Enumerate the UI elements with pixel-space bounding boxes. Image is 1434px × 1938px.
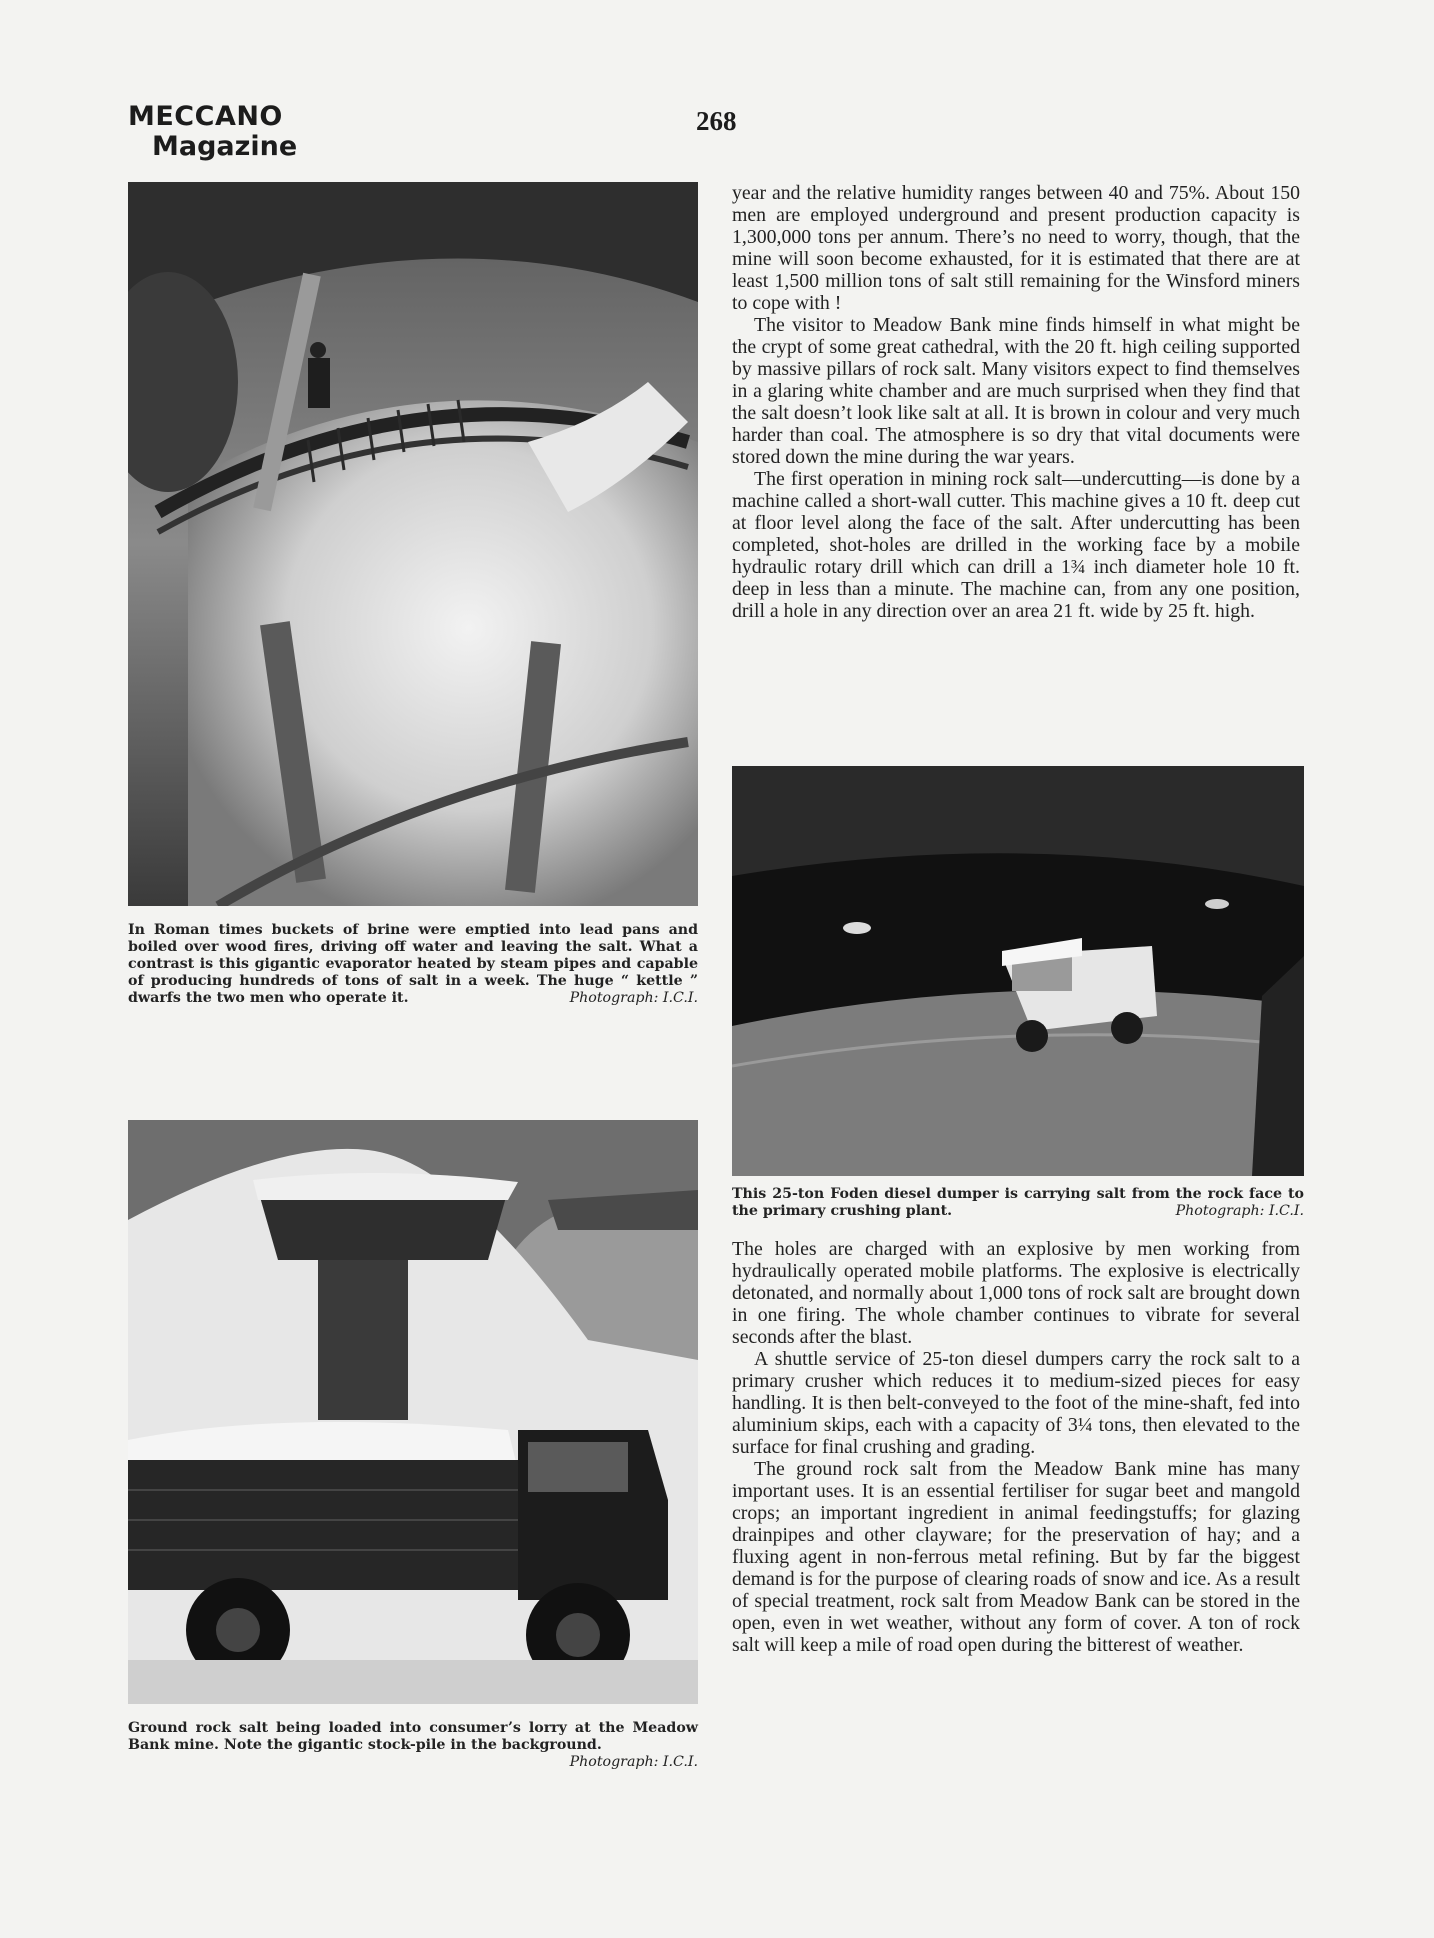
industrial-evaporator-photo-icon (128, 182, 698, 906)
masthead-subtitle: Magazine (152, 131, 298, 162)
masthead (128, 102, 297, 162)
lorry-photo (128, 1120, 698, 1704)
paragraph: A shuttle service of 25-ton diesel dumpers carry the rock salt to a primary crusher which reduces it to medium-sized pieces for easy handling. It is then belt-conveyed to the foot of the mine-shaft, fed into aluminium skips, each with a capacity of 3¼ tons, then elevated to the surface for final crushing and grading. (732, 1348, 1300, 1458)
photo-credit: Photograph: I.C.I. (569, 990, 698, 1006)
paragraph: The visitor to Meadow Bank mine finds himself in what might be the crypt of some great cathedral, with the 20 ft. high ceiling supported by massive pillars of rock salt. Many visitors expect to find themselves in a glaring white chamber and are much surprised when they find that the salt doesn’t look like salt at all. It is brown in colour and very much harder than coal. The atmosphere is so dry that vital documents were stored down the mine during the war years. (732, 314, 1300, 468)
article-column-top (732, 182, 1300, 622)
page-number: 268 (696, 106, 737, 136)
paragraph: The first operation in mining rock salt—undercutting—is done by a machine called a short-wall cutter. This machine gives a 10 ft. deep cut at floor level along the face of the salt. After undercutting has been completed, shot-holes are drilled in the working face by a mobile hydraulic rotary drill which can drill a 1¾ inch diameter hole 10 ft. deep in less than a minute. The machine can, from any one position, drill a hole in any direction over an area 21 ft. wide by 25 ft. high. (732, 468, 1300, 622)
masthead-title: MECCANO (128, 101, 283, 132)
article-column-bottom (732, 1238, 1300, 1656)
evaporator-photo (128, 182, 698, 906)
dumper-caption (732, 1186, 1304, 1220)
photo-credit: Photograph: I.C.I. (569, 1754, 698, 1770)
caption-text: Ground rock salt being loaded into consumer’s lorry at the Meadow Bank mine. Note the gigantic stock-pile in the background. (128, 1720, 698, 1753)
caption-text: This 25-ton Foden diesel dumper is carrying salt from the rock face to the primary crushing plant. (732, 1186, 1304, 1219)
loader-and-lorry-photo-icon (128, 1120, 698, 1704)
lorry-caption (128, 1720, 698, 1771)
paragraph: The ground rock salt from the Meadow Bank mine has many important uses. It is an essential fertiliser for sugar beet and mangold crops; an important ingredient in animal feedingstuffs; for glazing drainpipes and other clayware; for the preservation of hay; and a fluxing agent in non-ferrous metal refining. But by far the biggest demand is for the purpose of clearing roads of snow and ice. As a result of special treatment, rock salt from Meadow Bank can be stored in the open, even in wet weather, without any form of cover. A ton of rock salt will keep a mile of road open during the bitterest of weather. (732, 1458, 1300, 1656)
photo-credit: Photograph: I.C.I. (1175, 1203, 1304, 1219)
paragraph: year and the relative humidity ranges between 40 and 75%. About 150 men are employed underground and present production capacity is 1,300,000 tons per annum. There’s no need to worry, though, that the mine will soon become exhausted, for it is estimated that there are at least 1,500 million tons of salt still remaining for the Winsford miners to cope with ! (732, 182, 1300, 314)
caption-text: In Roman times buckets of brine were emptied into lead pans and boiled over wood fires, driving off water and leaving the salt. What a contrast is this gigantic evaporator heated by steam pipes and capable of producing hundreds of tons of salt in a week. The huge “ kettle ” dwarfs the two men who operate it. (128, 922, 698, 1006)
paragraph: The holes are charged with an explosive by men working from hydraulically operated mobile platforms. The explosive is electrically detonated, and normally about 1,000 tons of rock salt are brought down in one firing. The whole chamber continues to vibrate for several seconds after the blast. (732, 1238, 1300, 1348)
mine-dumper-truck-photo-icon (732, 766, 1304, 1176)
evaporator-caption (128, 922, 698, 1007)
dumper-photo (732, 766, 1304, 1176)
